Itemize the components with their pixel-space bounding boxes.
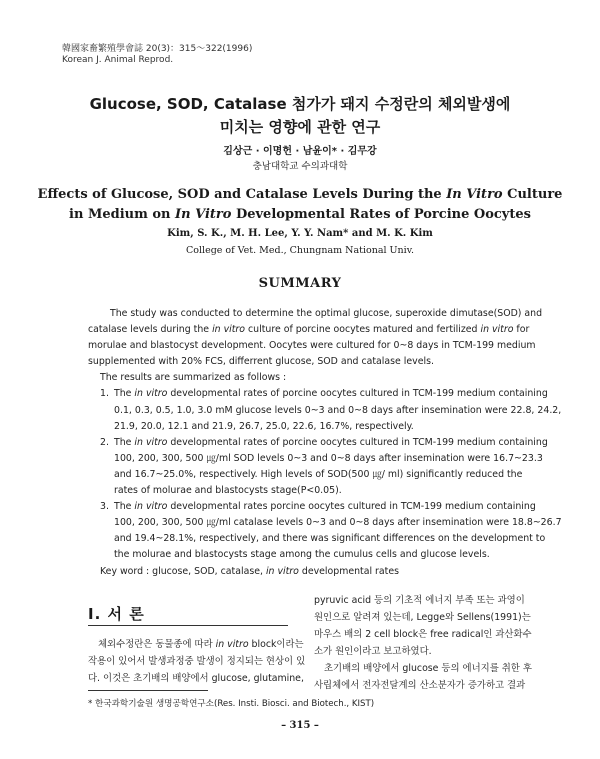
item-line: 100, 200, 300, 500 ㎍/ml SOD levels 0~3 and 0~8 days after insemination were 16.7~23.3 bbox=[114, 452, 543, 464]
footnote-separator bbox=[88, 690, 208, 691]
column-line: 원인으로 알려져 있는데, Legge와 Sellens(1991)는 bbox=[314, 612, 531, 623]
page-number: – 315 – bbox=[281, 720, 319, 731]
summary-body bbox=[88, 306, 562, 580]
english-affiliation: College of Vet. Med., Chungnam National Univ. bbox=[186, 245, 414, 256]
english-title-line-1: Effects of Glucose, SOD and Catalase Levels During the In Vitro Culture bbox=[37, 187, 563, 202]
section-heading-underline bbox=[88, 625, 288, 626]
summary-intro-line: supplemented with 20% FCS, differrent glucose, SOD and catalase levels. bbox=[88, 356, 434, 368]
item-line: the molurae and blastocysts stage among the cumulus cells and glucose levels. bbox=[114, 549, 490, 561]
item-line: and 19.4~28.1%, respectively, and there was significant differences on the development to bbox=[114, 533, 546, 545]
summary-intro-line: The study was conducted to determine the optimal glucose, superoxide dimutase(SOD) and bbox=[110, 308, 543, 319]
results-lead: The results are summarized as follows : bbox=[100, 372, 287, 384]
keywords: Key word : glucose, SOD, catalase, in vitro developmental rates bbox=[100, 565, 399, 577]
item-line: rates of molurae and blastocysts stage(P<0.05). bbox=[114, 485, 342, 497]
korean-affiliation: 충남대학교 수의과대학 bbox=[252, 161, 348, 172]
item-number: 3. bbox=[100, 501, 109, 513]
column-line: 다. 이것은 초기배의 배양에서 glucose, glutamine, bbox=[88, 673, 304, 684]
summary-intro-line: morulae and blastocyst development. Oocytes were cultured for 0~8 days in TCM-199 medium bbox=[88, 340, 536, 352]
intro-right-column bbox=[314, 592, 532, 694]
item-line: 0.1, 0.3, 0.5, 1.0, 3.0 mM glucose levels 0~3 and 0~8 days after insemination were 22.8, 24.2, bbox=[114, 404, 562, 416]
intro-left-column bbox=[88, 636, 305, 687]
item-line: and 16.7~25.0%, respectively. High levels of SOD(500 ㎍/ ml) significantly reduced the bbox=[114, 468, 523, 480]
column-line: 체외수정란은 동물종에 따라 in vitro block이라는 bbox=[98, 639, 304, 650]
korean-title-line-2: 미치는 영향에 관한 연구 bbox=[219, 118, 381, 136]
summary-intro-line: catalase levels during the in vitro culture of porcine oocytes matured and fertilized in vitro for bbox=[88, 324, 530, 336]
english-title-line-2: in Medium on In Vitro Developmental Rates of Porcine Oocytes bbox=[69, 207, 531, 222]
item-line: The in vitro developmental rates of porcine oocytes cultured in TCM-199 medium containing bbox=[114, 436, 548, 448]
item-line: The in vitro developmental rates of porcine oocytes cultured in TCM-199 medium containing bbox=[114, 388, 548, 400]
summary-heading: SUMMARY bbox=[258, 276, 342, 291]
section-heading-introduction: I. 서 론 bbox=[88, 605, 145, 623]
column-line: 소가 원인이라고 보고하였다. bbox=[314, 646, 432, 657]
item-line: 21.9, 20.0, 12.1 and 21.9, 26.7, 25.0, 22.6, 16.7%, respectively. bbox=[114, 420, 414, 432]
korean-title-line-1: Glucose, SOD, Catalase 첨가가 돼지 수정란의 체외발생에 bbox=[89, 95, 511, 113]
item-line: 100, 200, 300, 500 ㎍/ml catalase levels 0~3 and 0~8 days after insemination were 18.8~26.7 bbox=[114, 517, 562, 529]
item-line: The in vitro developmental rates porcine oocytes cultured in TCM-199 medium containing bbox=[114, 501, 536, 513]
item-number: 2. bbox=[100, 436, 109, 448]
korean-authors: 김상근 · 이명헌 · 남윤이* · 김무강 bbox=[223, 146, 377, 157]
column-line: pyruvic acid 등의 기초적 에너지 부족 또는 과영이 bbox=[314, 595, 525, 606]
english-authors: Kim, S. K., M. H. Lee, Y. Y. Nam* and M. K. Kim bbox=[167, 228, 433, 239]
result-item-3 bbox=[88, 499, 562, 563]
result-item-2 bbox=[88, 435, 562, 499]
column-line: 초기배의 배양에서 glucose 등의 에너지를 취한 후 bbox=[324, 663, 532, 674]
column-line: 마우스 배의 2 cell block은 free radical인 과산화수 bbox=[314, 629, 532, 640]
footnote: * 한국과학기술원 생명공학연구소(Res. Insti. Biosci. and Biotech., KIST) bbox=[88, 699, 375, 709]
result-item-1 bbox=[88, 386, 562, 434]
journal-name: Korean J. Animal Reprod. bbox=[62, 55, 174, 65]
journal-citation: 韓國家畜繁殖學會誌 20(3)：315～322(1996) bbox=[62, 44, 253, 54]
column-line: 사립체에서 전자전달계의 산소분자가 증가하고 결과 bbox=[314, 680, 526, 691]
item-number: 1. bbox=[100, 388, 109, 400]
column-line: 작용이 있어서 발생과정중 발생이 정지되는 현상이 있 bbox=[88, 656, 306, 667]
